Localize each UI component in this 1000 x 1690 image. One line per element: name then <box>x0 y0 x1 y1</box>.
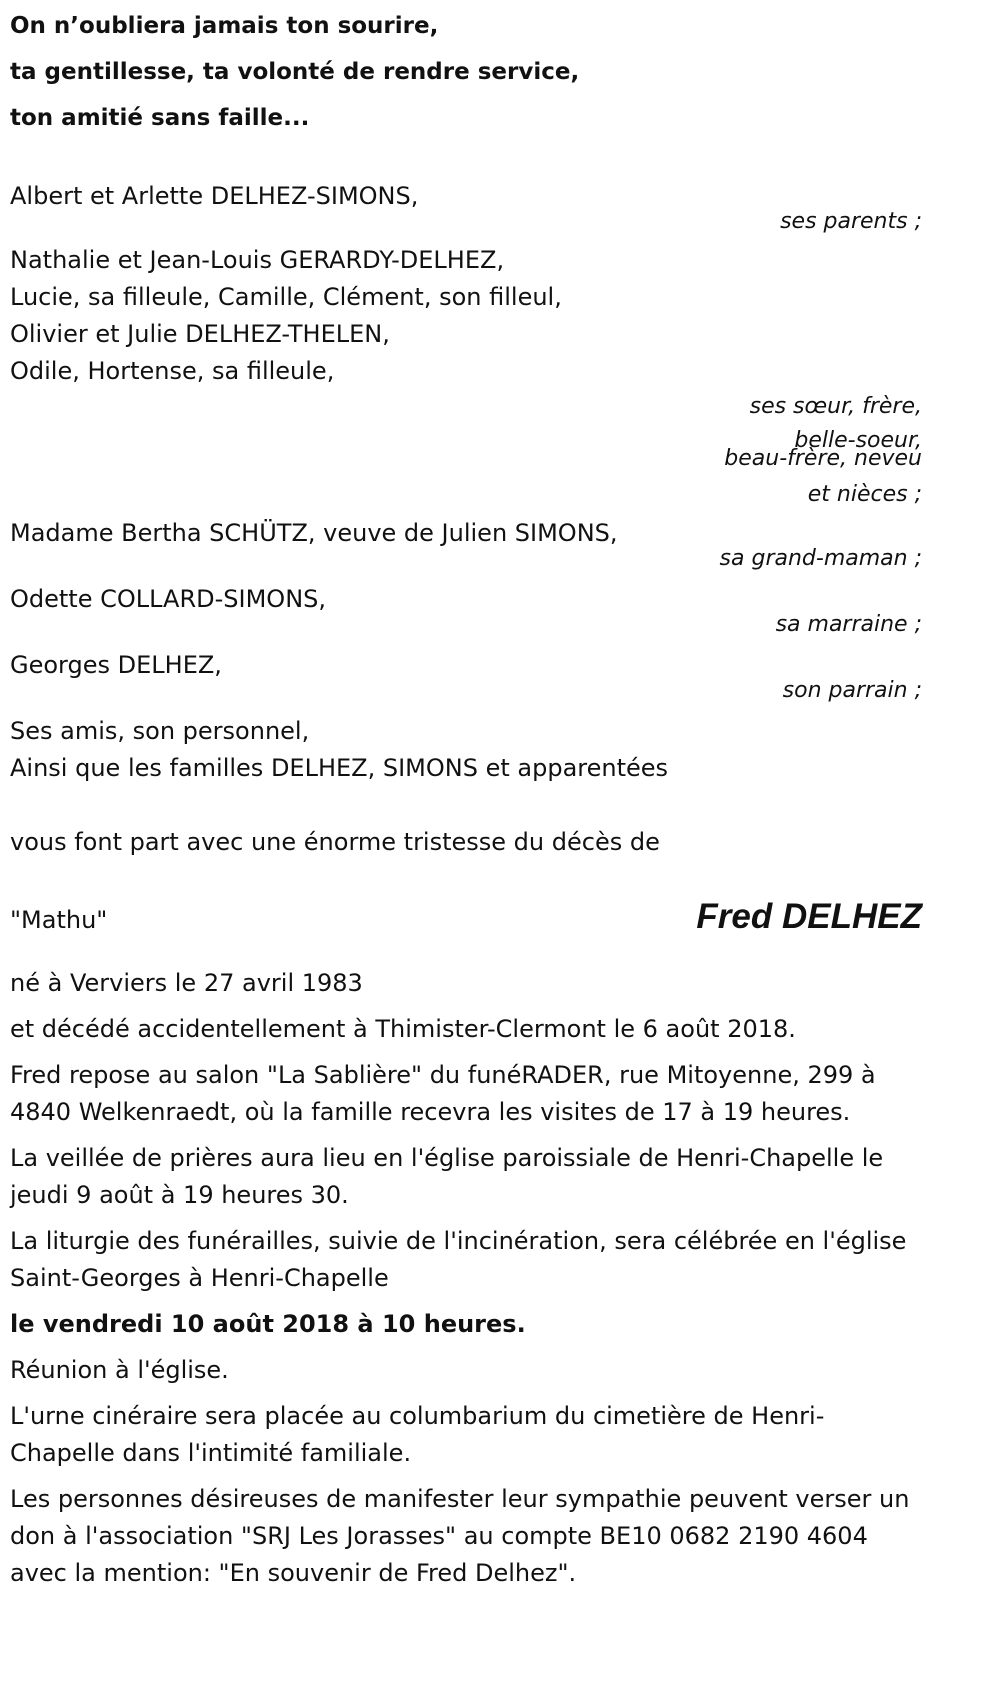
funeral-date: le vendredi 10 août 2018 à 10 heures. <box>10 1310 526 1338</box>
deceased-name-row <box>10 897 922 937</box>
friends-line: Ses amis, son personnel, <box>10 717 310 745</box>
announcement-text: vous font part avec une énorme tristesse du décès de <box>10 828 660 856</box>
deceased-name: Fred DELHEZ <box>696 897 922 936</box>
parents-role: ses parents ; <box>780 209 922 234</box>
siblings-role: ses sœur, frère, <box>749 394 922 419</box>
resting-info: Fred repose au salon "La Sablière" du funéRADER, rue Mitoyenne, 299 à 4840 Welkenraedt, où la famille recevra les visites de 17 à 19 heures. <box>10 1061 876 1126</box>
sibling-line: Lucie, sa filleule, Camille, Clément, son filleul, <box>10 283 562 311</box>
godfather-line: Georges DELHEZ, <box>10 651 222 679</box>
death-info: et décédé accidentellement à Thimister-Clermont le 6 août 2018. <box>10 1015 796 1043</box>
funeral-details <box>10 965 922 1592</box>
siblings-role: beau-frère, neveu <box>724 446 922 471</box>
obituary-notice <box>10 8 922 1601</box>
birth-info: né à Verviers le 27 avril 1983 <box>10 969 363 997</box>
siblings-role: belle-soeur, <box>794 428 922 453</box>
vigil-info: La veillée de prières aura lieu en l'église paroissiale de Henri-Chapelle le jeudi 9 août à 19 heures 30. <box>10 1144 884 1209</box>
sibling-line: Nathalie et Jean-Louis GERARDY-DELHEZ, <box>10 246 505 274</box>
poem-line: ton amitié sans faille... <box>10 105 310 131</box>
family-list <box>10 178 922 787</box>
sibling-line: Odile, Hortense, sa filleule, <box>10 357 335 385</box>
godfather-role: son parrain ; <box>782 678 922 703</box>
godmother-line: Odette COLLARD-SIMONS, <box>10 585 327 613</box>
deceased-nickname: "Mathu" <box>10 906 108 934</box>
parents-line: Albert et Arlette DELHEZ-SIMONS, <box>10 182 419 210</box>
poem-line: ta gentillesse, ta volonté de rendre service, <box>10 59 580 85</box>
grandmother-line: Madame Bertha SCHÜTZ, veuve de Julien SIMONS, <box>10 519 618 547</box>
meeting-info: Réunion à l'église. <box>10 1356 229 1384</box>
poem-line: On n’oubliera jamais ton sourire, <box>10 13 439 39</box>
godmother-role: sa marraine ; <box>775 612 922 637</box>
urn-info: L'urne cinéraire sera placée au columbarium du cimetière de Henri-Chapelle dans l'intimité familiale. <box>10 1402 825 1467</box>
liturgy-info: La liturgie des funérailles, suivie de l'incinération, sera célébrée en l'église Saint-Georges à Henri-Chapelle <box>10 1227 907 1292</box>
sibling-line: Olivier et Julie DELHEZ-THELEN, <box>10 320 390 348</box>
friends-line: Ainsi que les familles DELHEZ, SIMONS et apparentées <box>10 754 669 782</box>
grandmother-role: sa grand-maman ; <box>719 546 922 571</box>
memorial-poem <box>10 3 922 141</box>
donation-info: Les personnes désireuses de manifester leur sympathie peuvent verser un don à l'association "SRJ Les Jorasses" au compte BE10 0682 2190 4604 avec la mention: "En souvenir de Fred Delhez". <box>10 1485 910 1587</box>
siblings-role: et nièces ; <box>807 482 922 507</box>
